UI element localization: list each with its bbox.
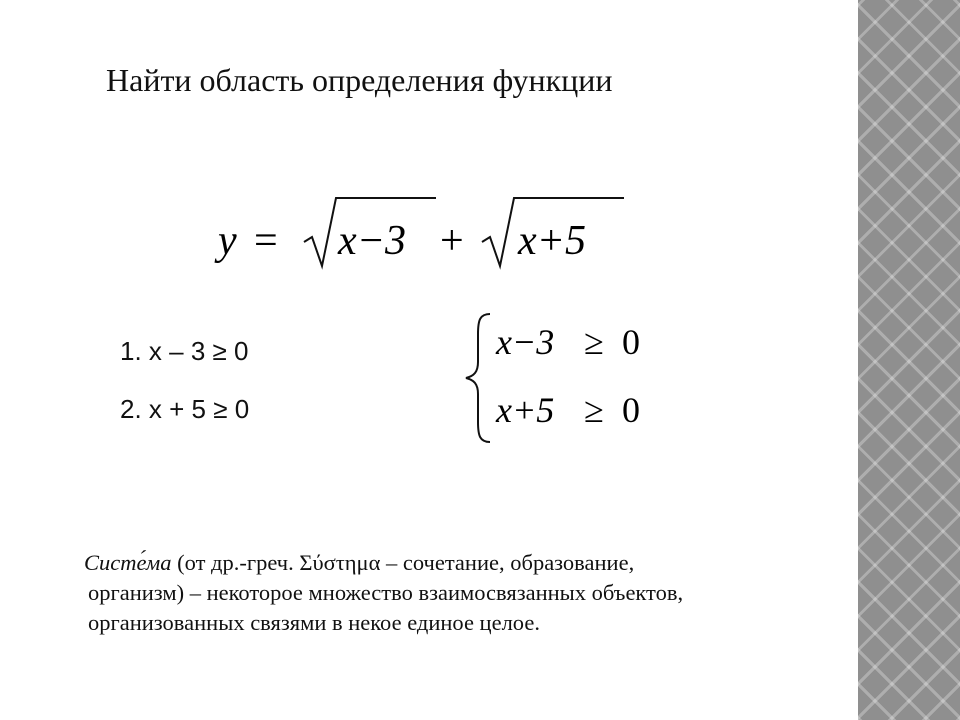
formula-plus: + <box>440 218 464 264</box>
inequality-system <box>452 310 672 445</box>
system-row1-rel: ≥ <box>584 322 604 362</box>
system-definition <box>84 548 824 638</box>
condition-1: 1. x – 3 ≥ 0 <box>120 336 249 366</box>
system-row1-left: x−3 <box>496 322 555 362</box>
formula-equals: = <box>254 218 278 264</box>
condition-2: 2. x + 5 ≥ 0 <box>120 394 250 424</box>
decorative-side-pattern <box>858 0 960 720</box>
system-row2-rel: ≥ <box>584 390 604 430</box>
definition-term: Систе́ма <box>84 550 172 575</box>
formula-term1: x−3 <box>338 218 406 264</box>
definition-line2: организм) – некоторое множество взаимосвязанных объектов, <box>88 580 684 605</box>
definition-line3: организованных связями в некое единое целое. <box>88 610 540 635</box>
formula-term2: x+5 <box>518 218 586 264</box>
system-row2-rhs: 0 <box>622 390 640 430</box>
function-formula <box>214 194 654 274</box>
system-row1-rhs: 0 <box>622 322 640 362</box>
slide-title: Найти область определения функции <box>106 62 613 98</box>
definition-line1: (от др.-греч. Σύστημα – сочетание, образование, <box>171 550 635 575</box>
system-row2-left: x+5 <box>496 390 555 430</box>
formula-lhs: y <box>218 218 237 264</box>
system-brace <box>466 314 490 442</box>
